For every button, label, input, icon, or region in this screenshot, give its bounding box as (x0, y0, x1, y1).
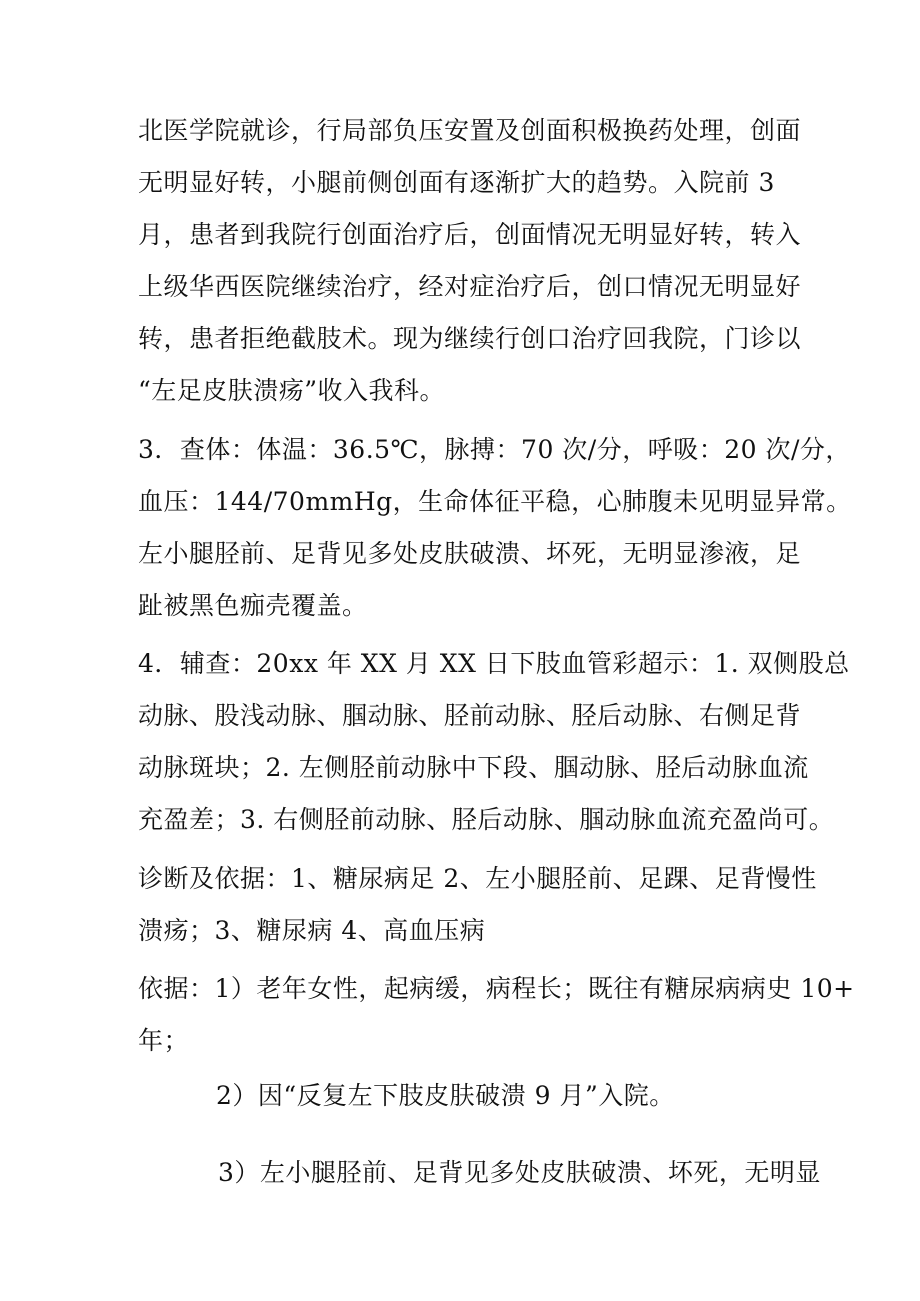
auxiliary-exam-paragraph (138, 638, 850, 846)
text-line: 北医学院就诊，行局部负压安置及创面积极换药处理，创面 (138, 116, 802, 145)
basis-item-3 (218, 1147, 878, 1199)
physical-exam-paragraph (138, 424, 852, 632)
basis-paragraph (138, 963, 855, 1067)
text-line: 依据：1）老年女性，起病缓，病程长；既往有糖尿病病史 10+ (138, 974, 855, 1003)
text-line: 趾被黑色痂壳覆盖。 (138, 591, 368, 620)
text-line: 上级华西医院继续治疗，经对症治疗后，创口情况无明显好 (138, 272, 802, 301)
text-line: 年； (138, 1026, 190, 1055)
text-line: 动脉、股浅动脉、腘动脉、胫前动脉、胫后动脉、右侧足背 (138, 701, 802, 730)
text-line: 诊断及依据：1、糖尿病足 2、左小腿胫前、足踝、足背慢性 (138, 864, 817, 893)
text-line: 2）因“反复左下肢皮肤破溃 9 月”入院。 (216, 1081, 675, 1110)
text-line: 充盈差；3. 右侧胫前动脉、胫后动脉、腘动脉血流充盈尚可。 (138, 805, 835, 834)
text-line: 月，患者到我院行创面治疗后，创面情况无明显好转，转入 (138, 220, 802, 249)
basis-item-2 (216, 1070, 876, 1122)
text-line: 溃疡；3、糖尿病 4、高血压病 (138, 916, 486, 945)
text-line: 转，患者拒绝截肢术。现为继续行创口治疗回我院，门诊以 (138, 324, 802, 353)
text-line: 3．查体：体温：36.5℃，脉搏：70 次/分，呼吸：20 次/分， (138, 435, 851, 464)
text-line: 4．辅查：20xx 年 XX 月 XX 日下肢血管彩超示：1. 双侧股总 (138, 649, 850, 678)
diagnosis-paragraph (138, 853, 817, 957)
text-line: “左足皮肤溃疡”收入我科。 (138, 376, 446, 405)
text-line: 左小腿胫前、足背见多处皮肤破溃、坏死，无明显渗液，足 (138, 539, 802, 568)
history-paragraph (138, 105, 802, 417)
text-line: 3）左小腿胫前、足背见多处皮肤破溃、坏死，无明显 (218, 1158, 821, 1187)
text-line: 动脉斑块；2. 左侧胫前动脉中下段、腘动脉、胫后动脉血流 (138, 753, 809, 782)
text-line: 无明显好转，小腿前侧创面有逐渐扩大的趋势。入院前 3 (138, 168, 775, 197)
text-line: 血压：144/70mmHg，生命体征平稳，心肺腹未见明显异常。 (138, 487, 852, 516)
